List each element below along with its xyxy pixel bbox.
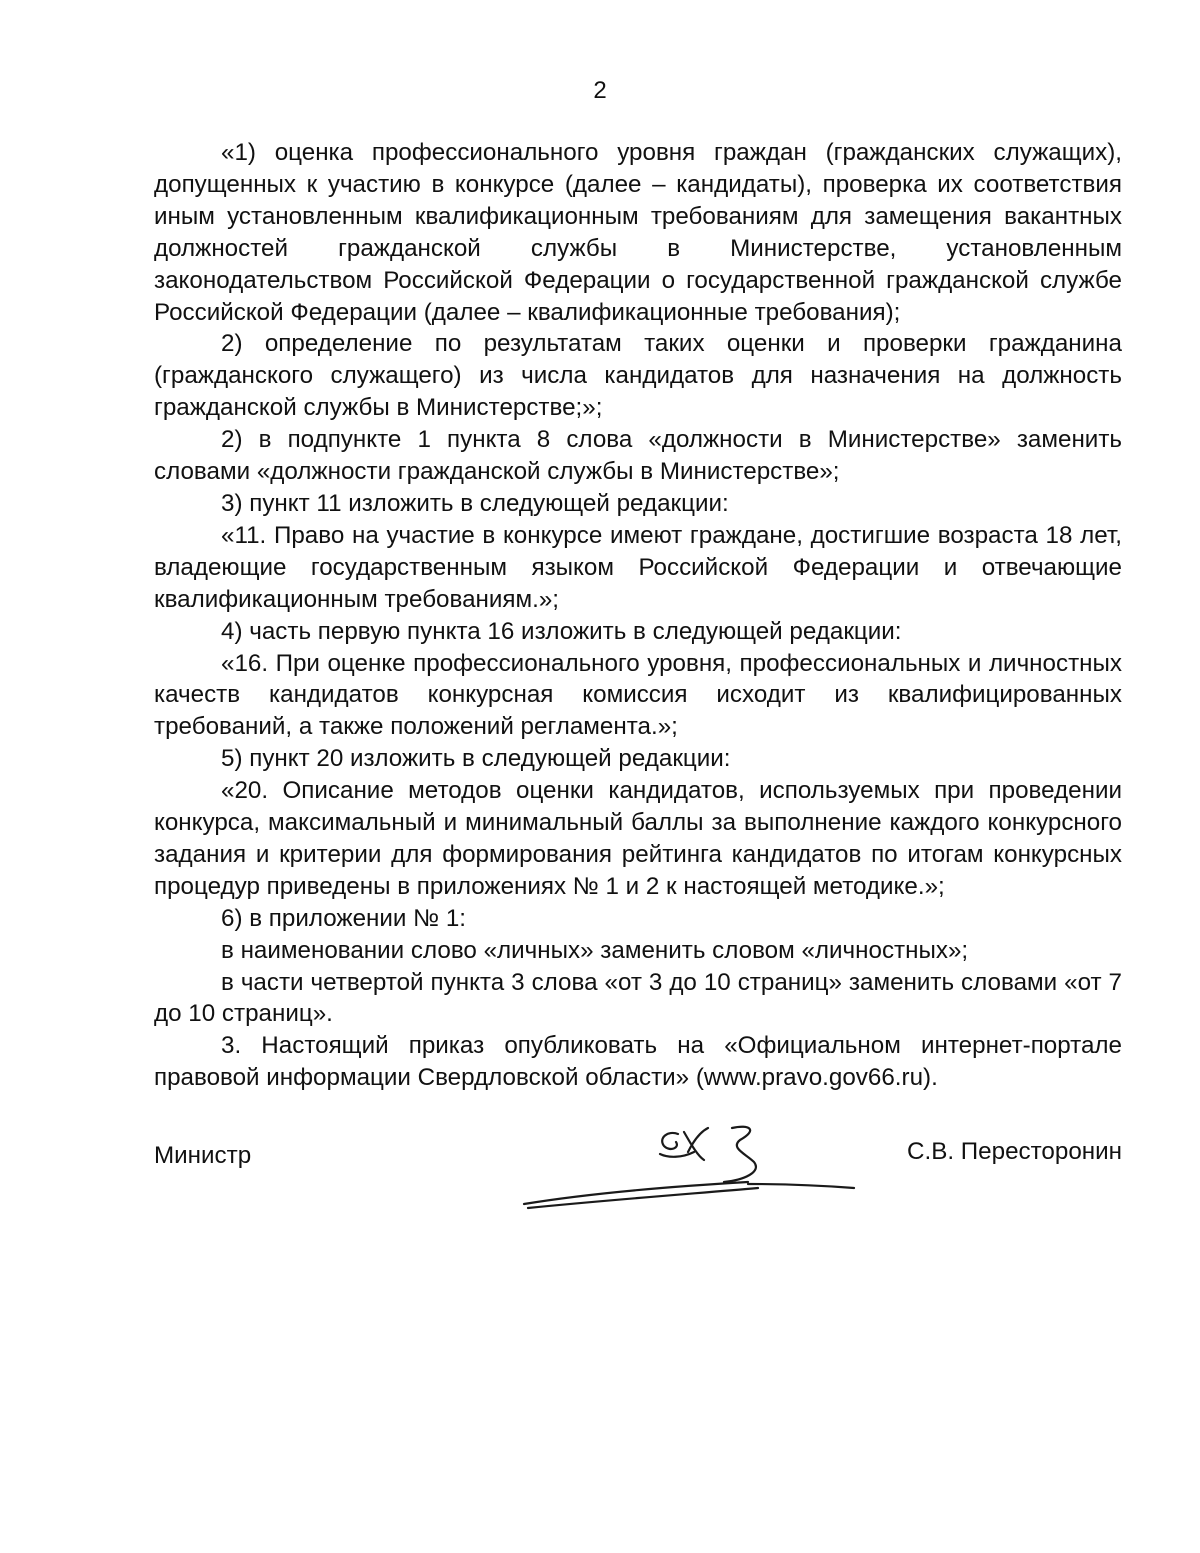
paragraph-publication-order: 3. Настоящий приказ опубликовать на «Официальном интернет-портале правовой информации Свердловской области» (www.pravo.gov66.ru).	[154, 1032, 1122, 1092]
paragraph-clause-11: «11. Право на участие в конкурсе имеют граждане, достигшие возраста 18 лет, владеющие государственным языком Российской Федерации и отвечающие квалификационным требованиям.»;	[154, 521, 1122, 613]
paragraph-amendment-4: 4) часть первую пункта 16 изложить в следующей редакции:	[221, 617, 902, 645]
paragraph-amendment-2: 2) в подпункте 1 пункта 8 слова «должности в Министерстве» заменить словами «должности гражданской службы в Министерстве»;	[154, 426, 1122, 486]
paragraph-item-2-definition: 2) определение по результатам таких оценки и проверки гражданина (гражданского служащего) из числа кандидатов для назначения на должность гражданской службы в Министерстве;»;	[154, 330, 1122, 422]
paragraph-amendment-5: 5) пункт 20 изложить в следующей редакции:	[221, 745, 731, 773]
signatory-name: С.В. Пересторонин	[907, 1138, 1122, 1165]
paragraph-amendment-3: 3) пункт 11 изложить в следующей редакции:	[221, 489, 729, 517]
paragraph-item-1-definition: «1) оценка профессионального уровня граждан (гражданских служащих), допущенных к участию в конкурсе (далее – кандидаты), проверка их соответствия иным установленным квалификационным требованиям для замещения вакантных должностей гражданской службы в Министерстве, установленным законодательством Российской Федерации о государственной гражданской службе Российской Федерации (далее – квалификационные требования);	[154, 139, 1122, 326]
signatory-role: Министр	[154, 1142, 252, 1169]
paragraph-clause-20: «20. Описание методов оценки кандидатов, используемых при проведении конкурса, максимальный и минимальный баллы за выполнение каждого конкурсного задания и критерии для формирования рейтинга кандидатов по итогам конкурсных процедур приведены в приложениях № 1 и 2 к настоящей методике.»;	[154, 777, 1122, 900]
handwritten-signature	[518, 1118, 868, 1218]
paragraph-appendix-pages-change: в части четвертой пункта 3 слова «от 3 до 10 страниц» заменить словами «от 7 до 10 страниц».	[154, 968, 1122, 1028]
document-body	[154, 137, 1122, 1094]
paragraph-clause-16: «16. При оценке профессионального уровня, профессиональных и личностных качеств кандидатов конкурсная комиссия исходит из квалифицированных требований, а также положений регламента.»;	[154, 649, 1122, 741]
paragraph-appendix-title-change: в наименовании слово «личных» заменить словом «личностных»;	[221, 936, 969, 964]
page-number: 2	[593, 77, 607, 104]
paragraph-amendment-6: 6) в приложении № 1:	[221, 904, 466, 932]
signature-block	[154, 1118, 1122, 1228]
